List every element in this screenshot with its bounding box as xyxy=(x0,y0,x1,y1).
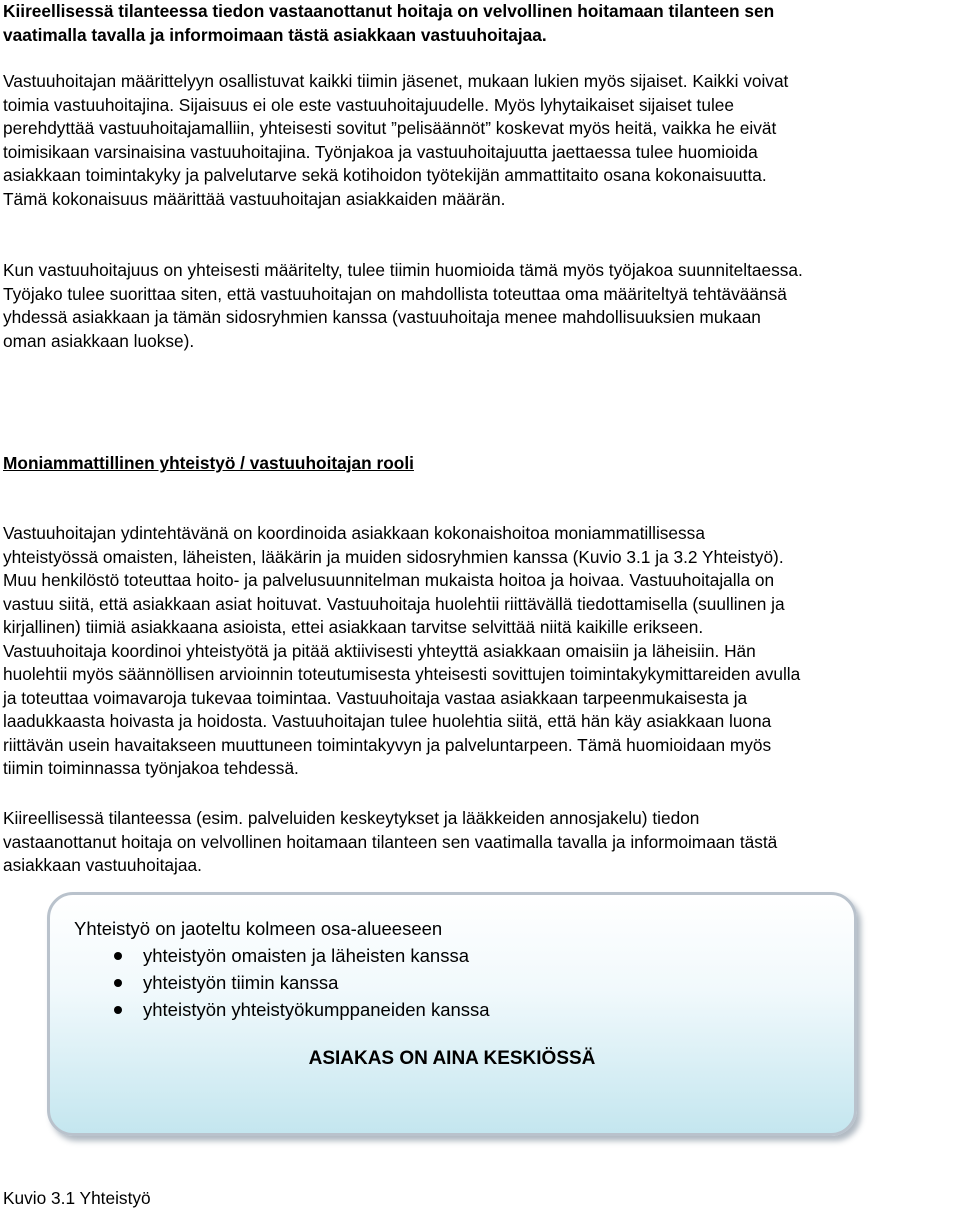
text-line: toimia vastuuhoitajina. Sijaisuus ei ole este vastuuhoitajuudelle. Myös lyhytaikaiset sijaiset tulee xyxy=(3,94,735,115)
list-item xyxy=(74,942,490,969)
text-line: Vastuuhoitajan ydintehtävänä on koordinoida asiakkaan kokonaishoitoa moniammatillisessa xyxy=(3,523,705,543)
intro-paragraph xyxy=(3,0,958,47)
text-line: kirjallinen) tiimiä asiakkaana asioista, ettei asiakkaan tarvitse selvittää niitä kaikille erikseen. xyxy=(3,617,704,637)
list-item-label: yhteistyön omaisten ja läheisten kanssa xyxy=(143,945,469,966)
text-line: toimisikaan varsinaisina vastuuhoitajina. Työnjakoa ja vastuuhoitajuutta jaettaessa tulee huomioida xyxy=(3,141,758,162)
text-line: yhteistyössä omaisten, läheisten, lääkärin ja muiden sidosryhmien kanssa (Kuvio 3.1 ja 3.2 Yhteistyö). xyxy=(3,546,784,567)
paragraph-role xyxy=(3,522,958,781)
text-line: riittävän usein havaitakseen muuttuneen toimintakyvyn ja palveluntarpeen. Tämä huomioidaan myös xyxy=(3,734,772,755)
text-line: Tämä kokonaisuus määrittää vastuuhoitajan asiakkaiden määrän. xyxy=(3,188,506,209)
bullet-icon xyxy=(114,1006,122,1014)
text-line: asiakkaan vastuuhoitajaa. xyxy=(3,855,202,875)
paragraph-definition xyxy=(3,70,958,211)
text-line: ja toteuttaa voimavaroja tukevaa toimintaa. Vastuuhoitaja vastaa asiakkaan tarpeenmukaisesta ja xyxy=(3,687,748,708)
text-line: vaatimalla tavalla ja informoimaan tästä asiakkaan vastuuhoitajaa. xyxy=(3,24,547,45)
text-line: Kiireellisessä tilanteessa (esim. palveluiden keskeytykset ja lääkkeiden annosjakelu) tiedon xyxy=(3,808,700,828)
text-line: tiimin toiminnassa työnjakoa tehdessä. xyxy=(3,758,299,778)
text-line: laadukkaasta hoivasta ja hoidosta. Vastuuhoitajan tulee huolehtia siitä, että hän käy asiakkaan luona xyxy=(3,711,772,731)
text-line: vastuu siitä, että asiakkaan asiat hoituvat. Vastuuhoitaja huolehtii riittävällä tiedottamisella (suullinen ja xyxy=(3,593,785,614)
section-heading: Moniammattillinen yhteistyö / vastuuhoitajan rooli xyxy=(3,453,414,473)
text-line: huolehtii myös säännöllisen arvioinnin toteutumisesta yhteisesti sovittujen toimintakykymittareiden avulla xyxy=(3,664,801,684)
bullet-icon xyxy=(114,979,122,987)
text-line: yhdessä asiakkaan ja tämän sidosryhmien kanssa (vastuuhoitaja menee mahdollisuuksien mukaan xyxy=(3,307,761,327)
text-line: vastaanottanut hoitaja on velvollinen hoitamaan tilanteen sen vaatimalla tavalla ja informoimaan tästä xyxy=(3,831,778,852)
list-item xyxy=(74,996,490,1023)
text-line: Kun vastuuhoitajuus on yhteisesti määritelty, tulee tiimin huomioida tämä myös työjakoa suunniteltaessa. xyxy=(3,260,803,280)
list-item-label: yhteistyön yhteistyökumppaneiden kanssa xyxy=(143,999,490,1020)
paragraph-urgent xyxy=(3,807,958,878)
callout-content xyxy=(74,915,490,1023)
bullet-icon xyxy=(114,952,122,960)
text-line: Työjako tulee suorittaa siten, että vastuuhoitajan on mahdollista toteuttaa oma määriteltyä tehtäväänsä xyxy=(3,283,787,304)
text-line: Muu henkilöstö toteuttaa hoito- ja palvelusuunnitelman mukaista hoitoa ja hoivaa. Vastuuhoitajalla on xyxy=(3,570,775,590)
text-line: perehdyttää vastuuhoitajamalliin, yhteisesti sovitut ”pelisäännöt” koskevat myös heitä, vaikka he eivät xyxy=(3,118,777,138)
paragraph-work-division xyxy=(3,259,960,353)
text-line: Vastuuhoitaja koordinoi yhteistyötä ja pitää aktiivisesti yhteyttä asiakkaan omaisiin ja läheisiin. Hän xyxy=(3,640,756,661)
text-line: Kiireellisessä tilanteessa tiedon vastaanottanut hoitaja on velvollinen hoitamaan tilanteen sen xyxy=(3,1,775,21)
text-line: oman asiakkaan luokse). xyxy=(3,330,195,351)
callout-emphasis: ASIAKAS ON AINA KESKIÖSSÄ xyxy=(308,1048,596,1069)
figure-caption: Kuvio 3.1 Yhteistyö xyxy=(3,1188,151,1208)
list-item-label: yhteistyön tiimin kanssa xyxy=(143,972,339,993)
list-item xyxy=(74,969,490,996)
callout-title: Yhteistyö on jaoteltu kolmeen osa-alueeseen xyxy=(74,918,443,939)
text-line: asiakkaan toimintakyky ja palvelutarve sekä kotihoidon työtekijän ammattitaito osana kokonaisuutta. xyxy=(3,165,767,185)
text-line: Vastuuhoitajan määrittelyyn osallistuvat kaikki tiimin jäsenet, mukaan lukien myös sijaiset. Kaikki voivat xyxy=(3,71,789,91)
cooperation-callout-box xyxy=(47,892,857,1136)
callout-list xyxy=(74,942,490,1023)
